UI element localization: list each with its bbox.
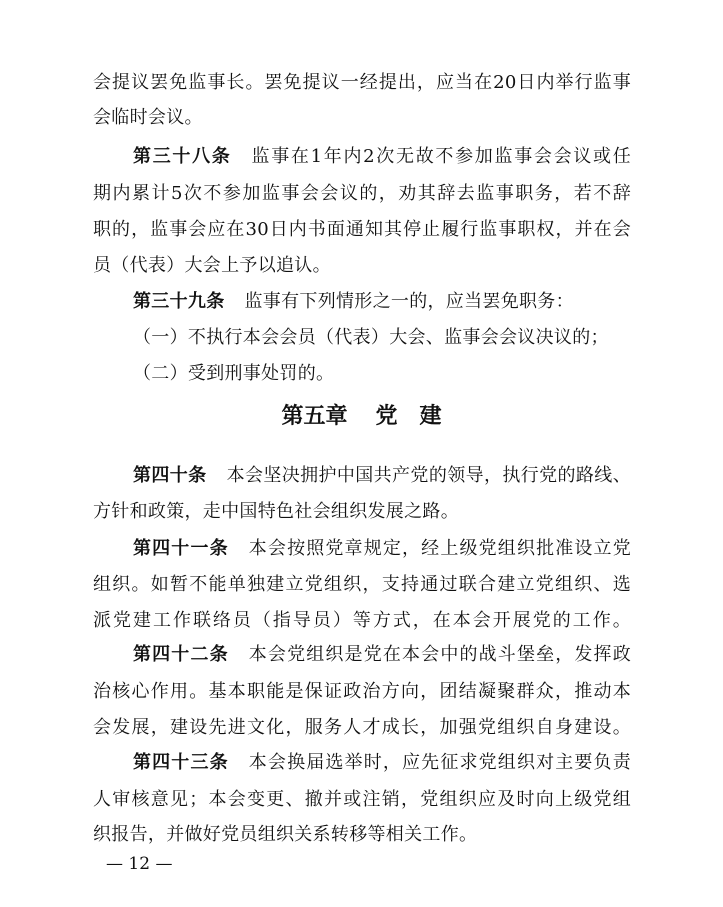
article-41 (133, 534, 631, 564)
article-text: 本会换届选举时，应先征求党组织对主要负责 (248, 752, 632, 773)
article-38 (133, 142, 631, 172)
article-text: 监事有下列情形之一的，应当罢免职务： (244, 291, 574, 312)
text-line: 织报告，并做好党员组织关系转移等相关工作。 (93, 824, 478, 845)
text-line: 组织。如暂不能单独建立党组织，支持通过联合建立党组织、选 (93, 574, 631, 595)
article-title: 第四十条 (133, 465, 207, 486)
article-title: 第三十九条 (133, 291, 225, 312)
chapter-heading (0, 402, 723, 432)
text-line: 人审核意见；本会变更、撤并或注销，党组织应及时向上级党组 (93, 789, 631, 810)
article-text: 监事在1年内2次无故不参加监事会会议或任 (251, 146, 631, 167)
article-40 (133, 461, 631, 491)
chapter-title: 党 建 (375, 404, 442, 429)
article-42 (133, 640, 631, 670)
article-text: 本会按照党章规定，经上级党组织批准设立党 (248, 538, 632, 559)
text-line: 员（代表）大会上予以追认。 (93, 255, 331, 276)
article-title: 第四十二条 (133, 644, 229, 665)
chapter-number: 第五章 (281, 404, 348, 429)
text-line: 期内累计5次不参加监事会会议的，劝其辞去监事职务，若不辞 (93, 183, 631, 204)
text-line: 治核心作用。基本职能是保证政治方向，团结凝聚群众，推动本 (93, 681, 631, 702)
text-line: 会临时会议。 (93, 107, 203, 128)
text-line: 会发展，建设先进文化，服务人才成长，加强党组织自身建设。 (93, 717, 631, 738)
article-title: 第四十一条 (133, 538, 229, 559)
article-39 (133, 287, 574, 317)
article-43 (133, 748, 631, 778)
list-item: （一）不执行本会会员（代表）大会、监事会会议决议的； (133, 327, 609, 348)
text-line: 会提议罢免监事长。罢免提议一经提出，应当在20日内举行监事 (93, 72, 631, 93)
text-line: 职的，监事会应在30日内书面通知其停止履行监事职权，并在会 (93, 219, 631, 240)
text-line: 派党建工作联络员（指导员）等方式，在本会开展党的工作。 (93, 610, 631, 631)
article-text: 本会党组织是党在本会中的战斗堡垒，发挥政 (248, 644, 632, 665)
article-text: 本会坚决拥护中国共产党的领导，执行党的路线、 (226, 465, 631, 486)
list-item: （二）受到刑事处罚的。 (133, 363, 335, 384)
article-title: 第三十八条 (133, 146, 232, 167)
text-line: 方针和政策，走中国特色社会组织发展之路。 (93, 501, 459, 522)
article-title: 第四十三条 (133, 752, 229, 773)
page-number: — 12 — (106, 854, 173, 874)
